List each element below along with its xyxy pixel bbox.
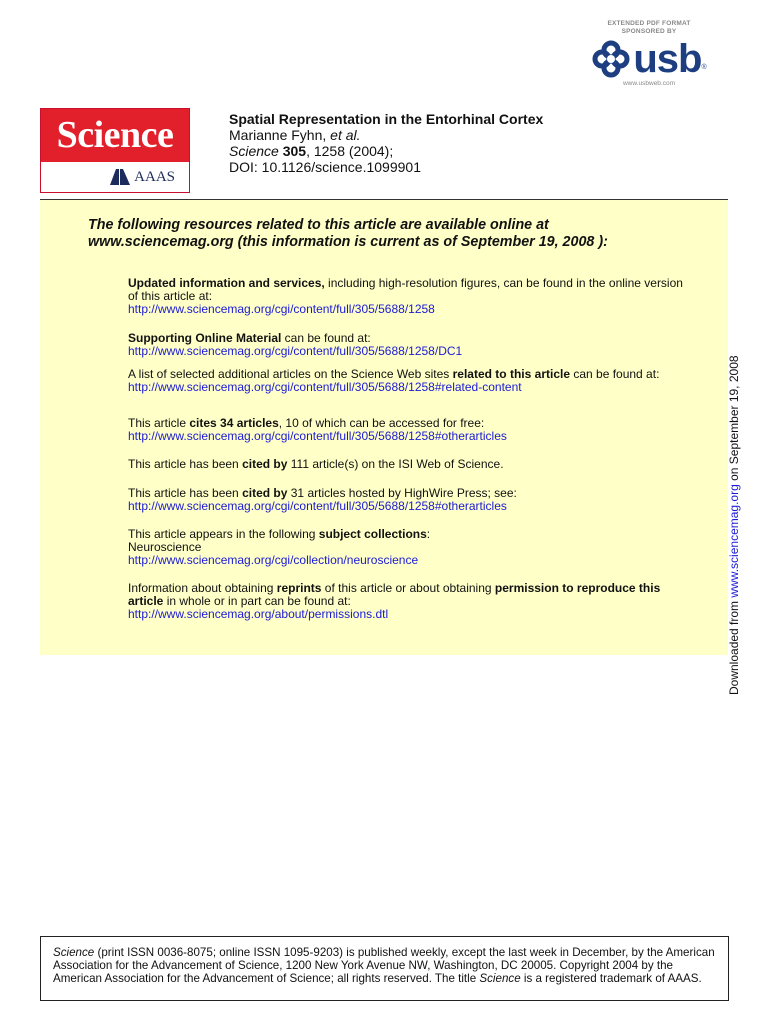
footer-journal: Science — [53, 946, 95, 959]
aaas-mark — [41, 162, 189, 192]
resources-box — [40, 200, 728, 655]
resource-supporting-material: Supporting Online Material can be found at: http://www.sciencemag.org/cgi/content/full/305/5688/1258/DC1 — [128, 331, 463, 358]
journal-name: Science — [229, 143, 279, 159]
journal-reference — [229, 143, 543, 159]
resource-link[interactable]: http://www.sciencemag.org/cgi/content/full/305/5688/1258#otherarticles — [128, 429, 507, 443]
registered-mark: ® — [701, 64, 707, 71]
resource-link[interactable]: http://www.sciencemag.org/cgi/content/full/305/5688/1258#related-content — [128, 380, 522, 394]
resource-cites: This article cites 34 articles, 10 of which can be accessed for free: http://www.sciencemag.org/cgi/content/full/305/5688/1258#otherarticles — [128, 416, 507, 443]
resource-related-articles: A list of selected additional articles on the Science Web sites related to this article can be found at: http://www.sciencemag.org/cgi/content/full/305/5688/1258#related-content — [128, 367, 660, 394]
science-logo — [40, 108, 190, 193]
doi: DOI: 10.1126/science.1099901 — [229, 159, 421, 175]
aaas-text: AAAS — [134, 168, 175, 185]
sponsor-line2: SPONSORED BY — [621, 28, 677, 35]
sponsor-url[interactable]: www.usbweb.com — [622, 80, 676, 87]
resource-link[interactable]: http://www.sciencemag.org/cgi/content/full/305/5688/1258 — [128, 302, 435, 316]
resource-link[interactable]: http://www.sciencemag.org/cgi/collection/neuroscience — [128, 553, 419, 567]
download-note: Downloaded from www.sciencemag.org on September 19, 2008 — [727, 355, 741, 695]
science-wordmark: Science — [41, 109, 189, 162]
pages-year: , 1258 (2004); — [306, 143, 394, 159]
usb-wordmark: usb — [633, 37, 702, 81]
article-authors: Marianne Fyhn, et al. — [229, 127, 361, 143]
article-citation — [229, 111, 543, 175]
resource-updated-info: Updated information and services, including high-resolution figures, can be found in the online version of this article at: http://www.sciencemag.org/cgi/content/full/305/5688/1258 — [128, 276, 683, 316]
collection-name: Neuroscience — [128, 540, 202, 554]
resource-subject-collections: This article appears in the following subject collections: Neuroscience http://www.sciencemag.org/cgi/collection/neuroscience — [128, 527, 431, 567]
resource-link[interactable]: http://www.sciencemag.org/about/permissions.dtl — [128, 607, 389, 621]
resource-cited-by-isi: This article has been cited by 111 article(s) on the ISI Web of Science. — [128, 457, 504, 471]
resource-cited-by-highwire: This article has been cited by 31 articles hosted by HighWire Press; see: http://www.sciencemag.org/cgi/content/full/305/5688/1258#otherarticles — [128, 486, 517, 513]
publication-footer: Science (print ISSN 0036-8075; online ISSN 1095-9203) is published weekly, except the last week in December, by the American Association for the Advancement of Science, 1200 New York Avenue NW, Washington, DC 20005. Copyright 2004 by the American Association for the Advancement of Science; all rights reserved. The title Science is a registered trademark of AAAS. — [40, 936, 729, 1001]
resource-link[interactable]: http://www.sciencemag.org/cgi/content/full/305/5688/1258#otherarticles — [128, 499, 507, 513]
et-al: et al. — [330, 127, 361, 143]
usb-knot-icon — [591, 39, 631, 79]
resource-link[interactable]: http://www.sciencemag.org/cgi/content/full/305/5688/1258/DC1 — [128, 344, 463, 358]
aaas-emblem-icon — [110, 169, 132, 185]
article-title: Spatial Representation in the Entorhinal Cortex — [229, 111, 544, 127]
usb-logo[interactable] — [584, 39, 714, 79]
sponsor-line1: EXTENDED PDF FORMAT — [607, 20, 691, 27]
resources-heading: The following resources related to this article are available online at www.sciencemag.org (this information is current as of September 19, 2008 ): — [88, 217, 608, 250]
download-site-link[interactable]: www.sciencemag.org — [727, 484, 741, 598]
sponsor-block — [584, 20, 714, 98]
resource-permissions: Information about obtaining reprints of this article or about obtaining permission to reproduce this article in whole or in part can be found at: http://www.sciencemag.org/about/permissions.dtl — [128, 581, 661, 621]
volume: 305 — [282, 143, 307, 159]
